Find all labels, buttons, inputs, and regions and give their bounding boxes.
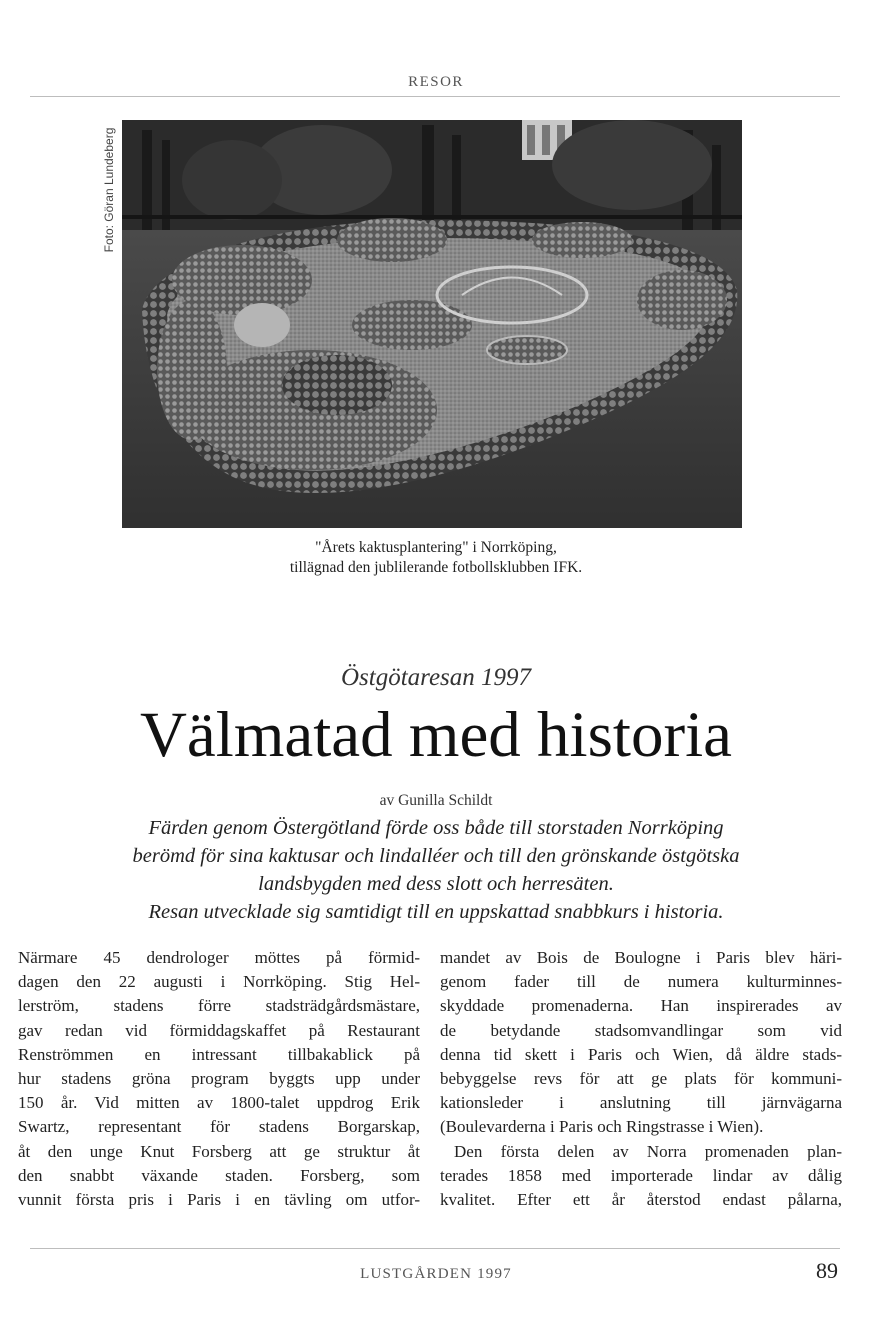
article-byline: av Gunilla Schildt	[379, 792, 493, 809]
body-line: kvalitet. Efter ett år återstod endast pålarna,	[440, 1190, 842, 1210]
lede-line: landsbygden med dess slott och herresäten.	[258, 873, 614, 895]
page-number: 89	[816, 1258, 838, 1283]
body-line: bebyggelse revs för att ge plats för kommuni-	[440, 1069, 842, 1089]
body-line: vunnit första pris i Paris i en tävling om utfor-	[18, 1190, 420, 1210]
body-line: hur stadens gröna program byggts upp under	[18, 1069, 420, 1089]
body-line: Renströmmen en intressant tillbakablick på	[18, 1044, 420, 1064]
body-line: lerström, stadens förre stadsträdgårdsmästare,	[18, 996, 420, 1016]
cactus-garden-photo	[122, 120, 742, 528]
footer-journal: LUSTGÅRDEN 1997	[360, 1266, 512, 1282]
article-lede	[40, 814, 832, 926]
header-rule	[30, 96, 840, 97]
section-label: RESOR	[408, 74, 464, 90]
caption-line: tillägnad den jublilerande fotbollsklubben IFK.	[289, 559, 583, 576]
body-column-left	[18, 946, 420, 1212]
body-line: gav redan vid förmiddagskaffet på Restaurant	[18, 1020, 420, 1040]
body-line: dagen den 22 augusti i Norrköping. Stig Hel-	[18, 972, 420, 992]
lede-line: berömd för sina kaktusar och lindalléer och till den grönskande östgötska	[132, 845, 740, 867]
photo-caption	[0, 538, 872, 578]
photo-credit	[96, 120, 122, 260]
body-line: Swartz, representant för stadens Borgarskap,	[18, 1117, 420, 1137]
body-line: denna tid skett i Paris och Wien, då äldre stads-	[440, 1044, 842, 1064]
body-line: genom fader till de numera kulturminnes-	[440, 972, 842, 992]
body-line: de betydande stadsomvandlingar som vid	[440, 1020, 842, 1040]
article-title: Välmatad med historia	[139, 699, 733, 771]
body-line: 150 år. Vid mitten av 1800-talet uppdrog Erik	[18, 1093, 420, 1113]
body-line: den snabbt växande staden. Forsberg, som	[18, 1165, 420, 1185]
body-line: mandet av Bois de Boulogne i Paris blev häri-	[440, 948, 842, 967]
body-line: Den första delen av Norra promenaden plan-	[454, 1141, 842, 1161]
body-line: terades 1858 med importerade lindar av dålig	[440, 1165, 842, 1185]
body-line: Närmare 45 dendrologer möttes på förmid-	[18, 948, 420, 967]
footer-rule	[30, 1248, 840, 1249]
article-kicker: Östgötaresan 1997	[340, 664, 532, 691]
caption-line: "Årets kaktusplantering" i Norrköping,	[315, 539, 557, 556]
body-line: kationsleder i anslutning till järnvägarna	[440, 1093, 842, 1113]
body-column-right	[440, 946, 842, 1212]
body-line: åt den unge Knut Forsberg att ge struktur åt	[18, 1141, 420, 1161]
body-line: (Boulevarderna i Paris och Ringstrasse i Wien).	[440, 1117, 764, 1137]
body-line: skyddade promenaderna. Han inspirerades av	[440, 996, 842, 1016]
lede-line: Resan utvecklade sig samtidigt till en uppskattad snabbkurs i historia.	[148, 901, 724, 923]
photo-credit-text: Foto: Göran Lundeberg	[102, 127, 116, 253]
lede-line: Färden genom Östergötland förde oss både till storstaden Norrköping	[148, 817, 724, 839]
